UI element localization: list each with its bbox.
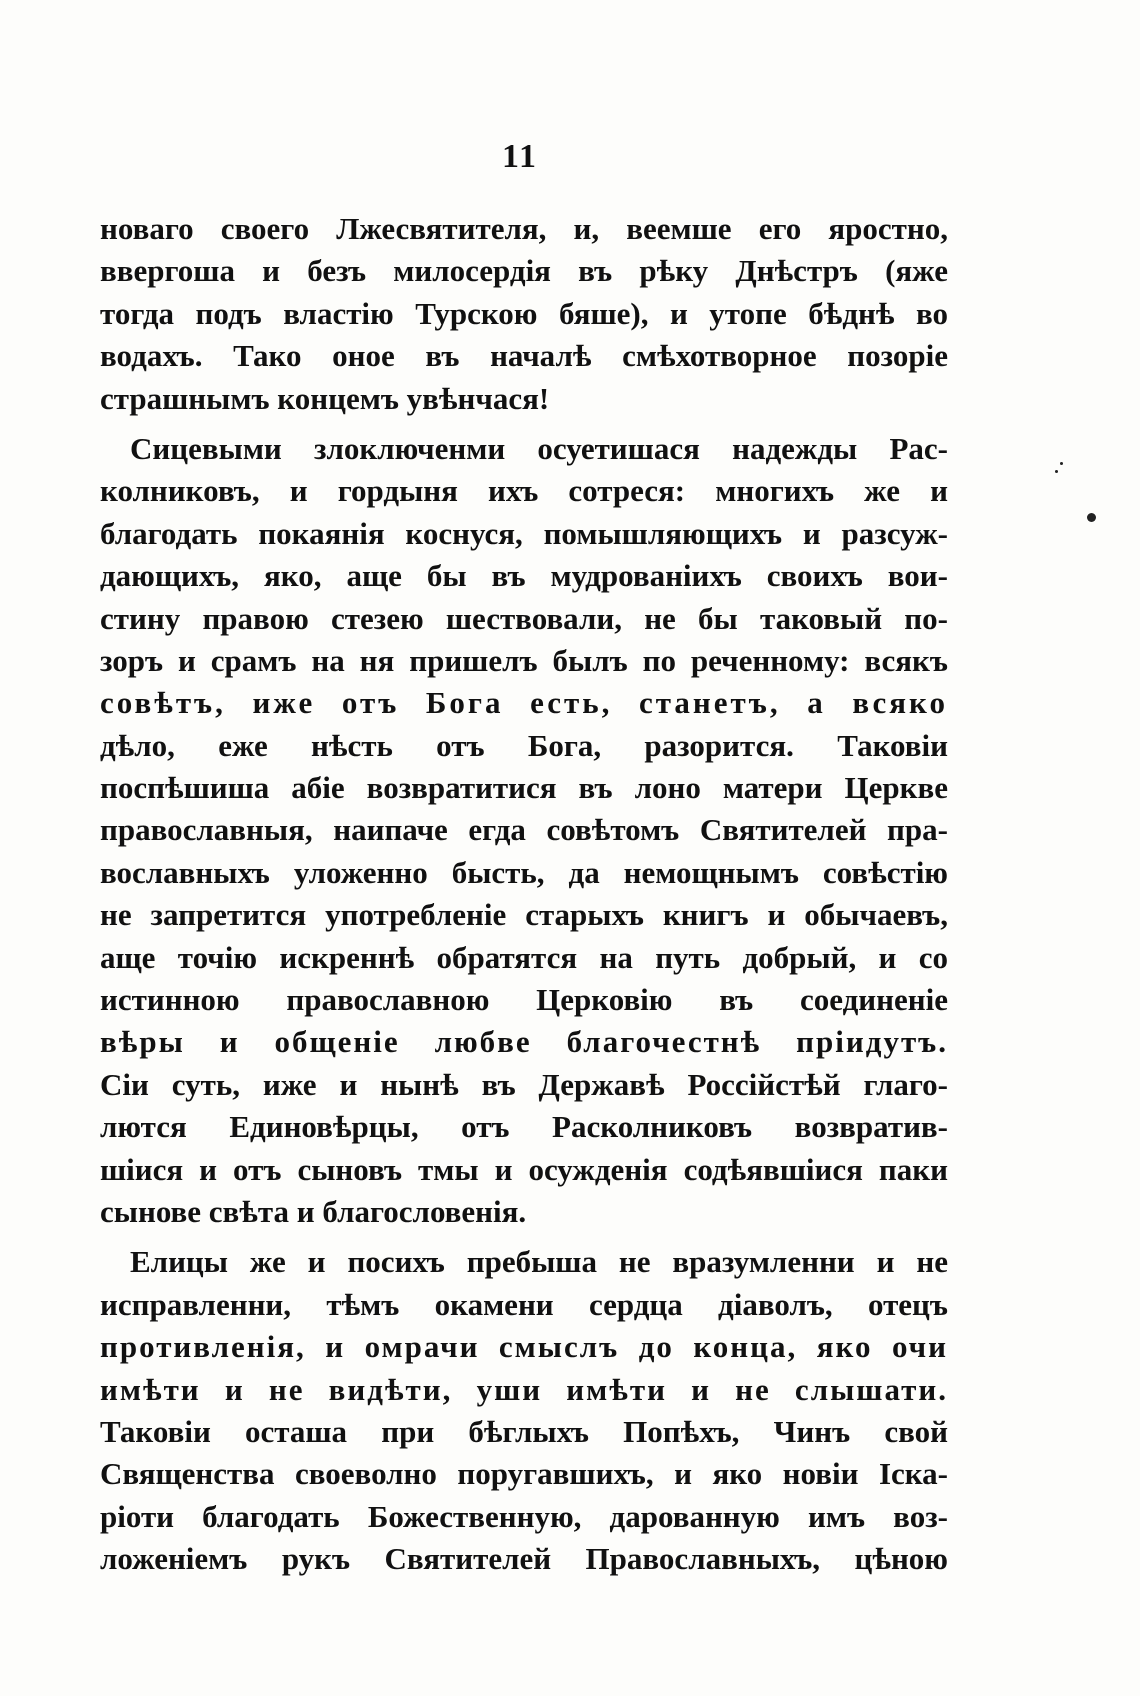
text-line: ріоти благодать Божественную, дарованную имъ воз-: [100, 1498, 948, 1534]
text-line: вославныхъ уложенно бысть, да немощнымъ совѣстію: [100, 854, 948, 890]
text-line: православныя, наипаче егда совѣтомъ Святителей пра-: [100, 812, 948, 848]
text-line: Священства своеволно поругавшихъ, и яко новіи Іска-: [100, 1456, 948, 1492]
text-line: поспѣшиша абіе возвратитися въ лоно матери Церкве: [100, 770, 948, 806]
paragraph: [100, 208, 948, 420]
text-line: новаго своего Лжесвятителя, и, веемше его яростно,: [100, 211, 948, 246]
text-line: зоръ и срамъ на ня пришелъ былъ по реченному: всякъ: [100, 642, 948, 678]
text-line: истинною православною Церковію въ соединеніе: [100, 982, 948, 1018]
text-line: ложеніемъ рукъ Святителей Православныхъ, цѣною: [100, 1541, 948, 1577]
body-text: [100, 208, 948, 1581]
scan-speck: [1087, 513, 1096, 522]
text-line: шіися и отъ сыновъ тмы и осужденія содѣявшіися паки: [100, 1151, 948, 1187]
text-line: Елицы же и посихъ пребыша не вразумленни и не: [130, 1244, 948, 1280]
text-line: Сицевыми злоключенми осуетишася надежды Рас-: [130, 430, 948, 466]
text-line: стину правою стезею шествовали, не бы таковый по-: [100, 600, 948, 636]
page-number: 11: [501, 138, 539, 175]
text-line: колниковъ, и гордыня ихъ сотреся: многихъ же и: [100, 473, 948, 509]
text-line: водахъ. Тако оное въ началѣ смѣхотворное позоріе: [100, 338, 948, 374]
text-line: исправленни, тѣмъ окамени сердца діаволъ, отецъ: [100, 1286, 948, 1322]
text-line: дающихъ, яко, аще бы въ мудрованіихъ своихъ вои-: [100, 558, 948, 594]
text-line: аще точію искреннѣ обратятся на путь добрый, и со: [100, 939, 948, 975]
text-line: вѣры и общеніе любве благочестнѣ пріидутъ.: [100, 1024, 948, 1060]
text-line: сынове свѣта и благословенія.: [100, 1193, 527, 1229]
text-line: ввергоша и безъ милосердія въ рѣку Днѣстръ (яже: [100, 253, 948, 289]
scan-speck: [1060, 462, 1063, 465]
text-line: благодать покаянія коснуся, помышляющихъ и разсуж-: [100, 515, 948, 551]
text-line: Таковіи осташа при бѣглыхъ Попѣхъ, Чинъ свой: [100, 1413, 948, 1449]
text-line: не запретится употребленіе старыхъ книгъ и обычаевъ,: [100, 897, 948, 933]
text-line: тогда подъ властію Турскою бяше), и утопе бѣднѣ во: [100, 295, 948, 331]
paragraph: [100, 428, 948, 1233]
text-line: лются Единовѣрцы, отъ Расколниковъ возвратив-: [100, 1109, 948, 1145]
paragraph: [100, 1241, 948, 1580]
text-line: совѣтъ, иже отъ Бога есть, станетъ, а всяко: [100, 685, 948, 721]
text-line: противленія, и омрачи смыслъ до конца, яко очи: [100, 1329, 948, 1365]
scan-speck: [1055, 470, 1058, 473]
text-line: Сіи суть, иже и нынѣ въ Державѣ Россійстѣй глаго-: [100, 1066, 948, 1102]
text-line: страшнымъ концемъ увѣнчася!: [100, 380, 550, 416]
text-line: дѣло, еже нѣсть отъ Бога, разорится. Таковіи: [100, 727, 948, 763]
text-line: имѣти и не видѣти, уши имѣти и не слышати.: [100, 1371, 948, 1407]
